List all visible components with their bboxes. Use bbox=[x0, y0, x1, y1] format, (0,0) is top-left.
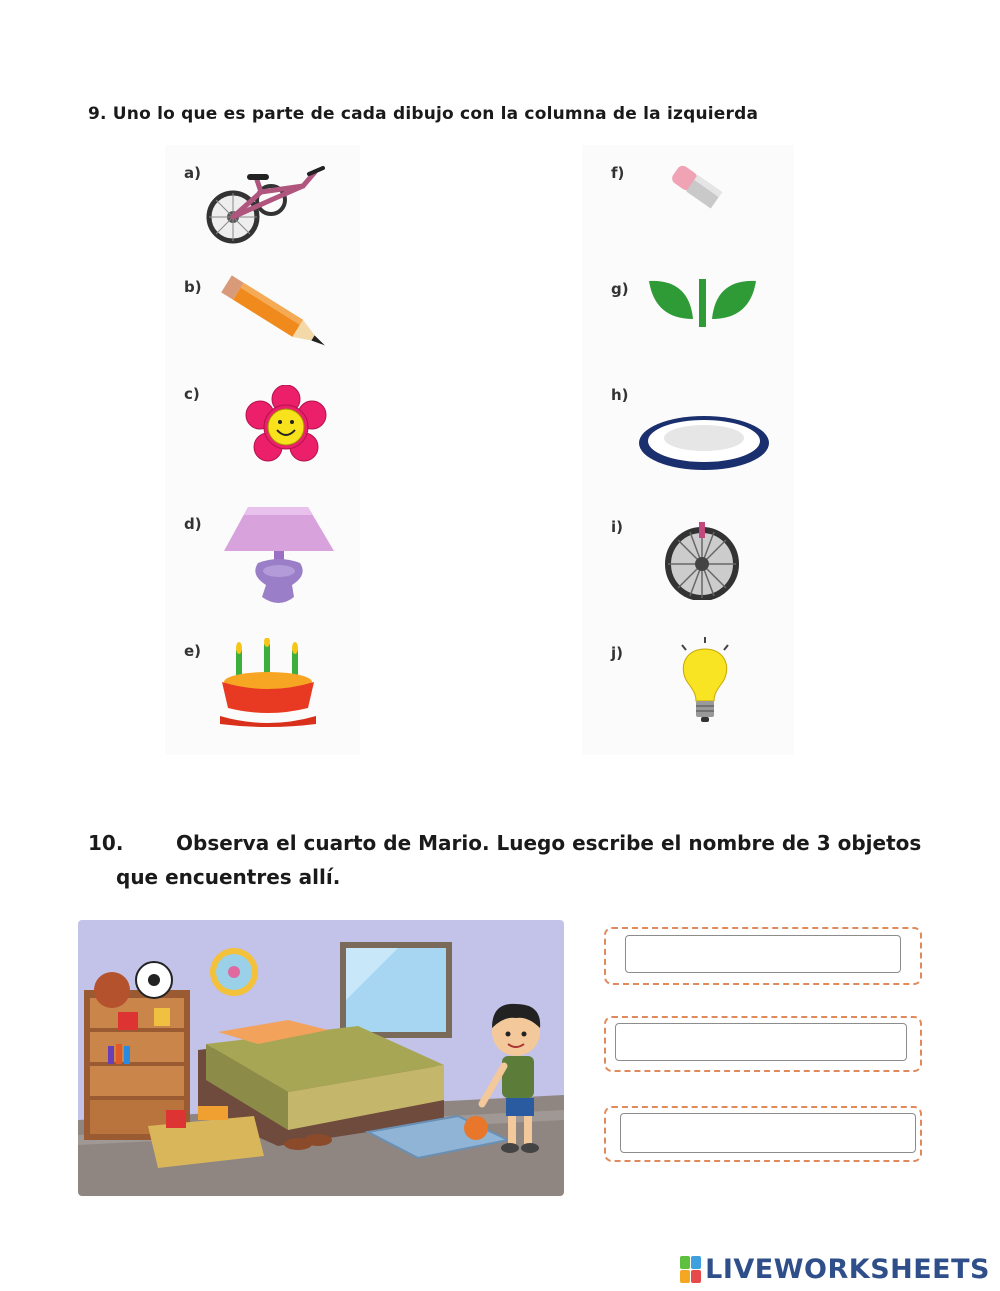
flower-icon bbox=[240, 385, 332, 469]
liveworksheets-logo-icon bbox=[680, 1256, 701, 1283]
item-label-f: f) bbox=[611, 164, 625, 182]
cake-icon bbox=[218, 638, 318, 730]
item-label-i: i) bbox=[611, 518, 623, 536]
question-10-number: 10. bbox=[88, 831, 124, 855]
marios-room-illustration bbox=[78, 920, 564, 1196]
item-label-j: j) bbox=[611, 644, 623, 662]
item-label-b: b) bbox=[184, 278, 202, 296]
item-label-h: h) bbox=[611, 386, 629, 404]
leaves-icon bbox=[645, 275, 760, 331]
question-9-text: 9. Uno lo que es parte de cada dibujo con la columna de la izquierda bbox=[88, 104, 759, 124]
liveworksheets-brand bbox=[680, 1254, 990, 1285]
question-10-text bbox=[88, 826, 922, 894]
eraser-icon bbox=[665, 160, 727, 212]
item-label-c: c) bbox=[184, 385, 200, 403]
wheel-icon bbox=[660, 522, 744, 600]
answer-input-2[interactable] bbox=[615, 1023, 907, 1061]
plate-icon bbox=[637, 414, 771, 472]
brand-name: LIVEWORKSHEETS bbox=[705, 1254, 990, 1285]
light-bulb-icon bbox=[670, 635, 740, 727]
lamp-icon bbox=[222, 505, 337, 609]
item-label-d: d) bbox=[184, 515, 202, 533]
pencil-icon bbox=[215, 275, 337, 357]
answer-input-1[interactable] bbox=[625, 935, 901, 973]
item-label-g: g) bbox=[611, 280, 629, 298]
question-10-line2: que encuentres allí. bbox=[116, 865, 341, 889]
question-10-line1: Observa el cuarto de Mario. Luego escribe el nombre de 3 objetos bbox=[176, 831, 922, 855]
bicycle-icon bbox=[203, 162, 328, 250]
item-label-a: a) bbox=[184, 164, 201, 182]
answer-input-3[interactable] bbox=[620, 1113, 916, 1153]
item-label-e: e) bbox=[184, 642, 202, 660]
